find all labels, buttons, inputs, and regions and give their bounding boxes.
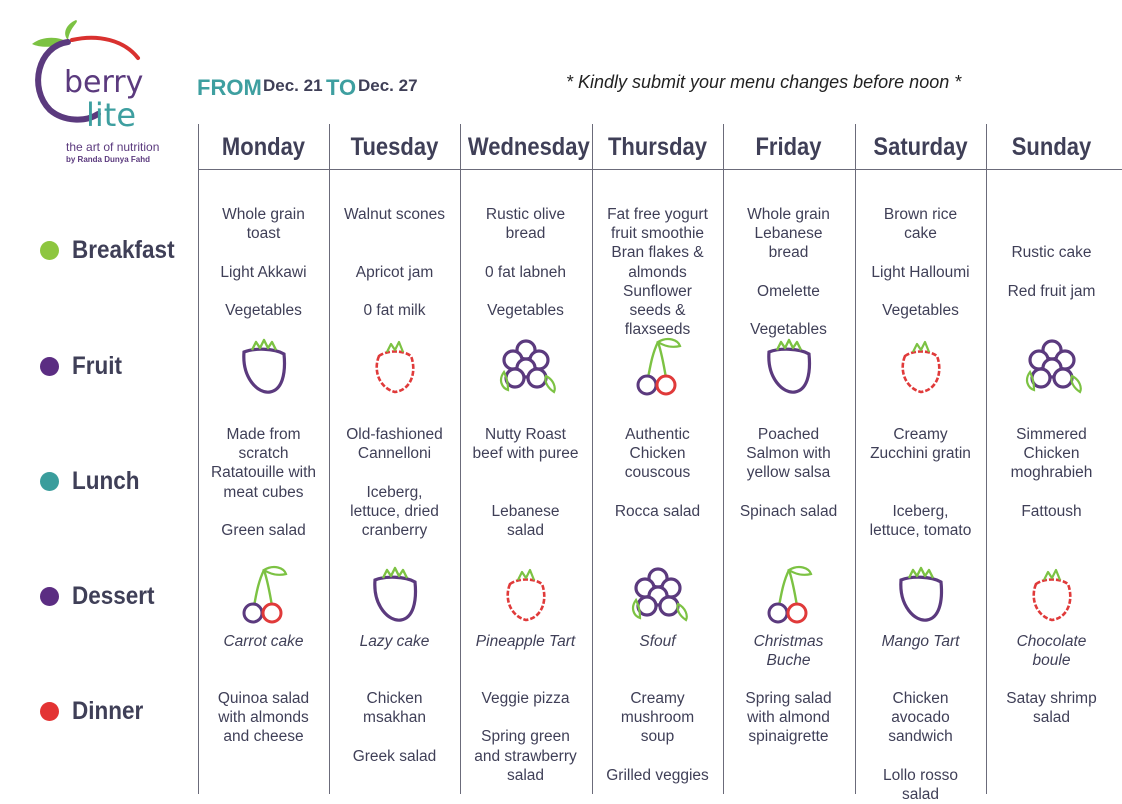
- menu-item-line: Nutty Roast: [485, 426, 566, 443]
- menu-item-line: Lebanese: [754, 225, 823, 243]
- menu-item-line: Spring green: [481, 728, 570, 746]
- menu-item-line: 0 fat labneh: [484, 263, 566, 281]
- menu-item-line: Chicken: [1023, 445, 1080, 463]
- line-spacer: [329, 727, 460, 746]
- menu-item-line: Fat free yogurt: [607, 206, 708, 223]
- day-header-wednesday: Wednesday: [467, 133, 590, 161]
- line-spacer: [855, 463, 986, 482]
- menu-item-line: Creamy: [893, 426, 948, 443]
- line-spacer: [460, 282, 591, 301]
- menu-item-line: Vegetables: [882, 301, 959, 319]
- cherries-icon: [759, 564, 819, 626]
- cherries-icon: [628, 336, 688, 398]
- menu-item-line: seeds &: [629, 302, 686, 320]
- menu-item-line: salad: [506, 766, 545, 784]
- menu-item-line: Cannelloni: [357, 445, 432, 463]
- lunch-cell-friday: [723, 425, 854, 521]
- line-spacer: [855, 747, 986, 766]
- menu-item-line: toast: [246, 225, 281, 243]
- line-spacer: [723, 483, 854, 502]
- menu-item-line: with almonds: [218, 709, 309, 727]
- dessert-cell-sunday: [986, 632, 1117, 670]
- meal-label-dinner: [40, 697, 151, 726]
- dessert-cell-thursday: [592, 632, 723, 651]
- menu-item-line: Iceberg,: [892, 502, 949, 520]
- dinner-cell-monday: [198, 689, 329, 747]
- day-header-monday: Monday: [221, 133, 306, 161]
- dessert-cell-tuesday: [329, 632, 460, 651]
- menu-item-line: couscous: [624, 464, 691, 482]
- berry-lite-logo-mark: [28, 18, 168, 138]
- line-spacer: [329, 282, 460, 301]
- menu-item-line: Satay shrimp: [1006, 690, 1097, 707]
- menu-item-line: Brown rice: [883, 206, 958, 223]
- menu-item-line: Pineapple Tart: [475, 633, 576, 650]
- menu-item-line: Ratatouille with: [210, 464, 317, 482]
- brand-byline: by Randa Dunya Fahd: [66, 155, 151, 164]
- menu-item-line: cranberry: [361, 522, 428, 539]
- menu-item-line: bread: [768, 244, 809, 262]
- menu-item-line: spinaigrette: [748, 728, 829, 746]
- header-divider: [198, 169, 1122, 170]
- line-spacer: [460, 708, 591, 727]
- dessert-dot-icon: [40, 587, 59, 606]
- lunch-cell-wednesday: [460, 425, 591, 540]
- line-spacer: [855, 483, 986, 502]
- breakfast-cell-wednesday: [460, 205, 591, 320]
- menu-item-line: Bran flakes &: [611, 244, 704, 262]
- menu-item-line: Light Akkawi: [220, 263, 307, 281]
- menu-item-line: salad: [901, 786, 940, 803]
- line-spacer: [460, 463, 591, 482]
- lunch-cell-sunday: [986, 425, 1117, 521]
- day-header-friday: Friday: [755, 133, 822, 161]
- menu-item-line: Iceberg,: [366, 483, 423, 501]
- menu-item-line: almonds: [628, 263, 687, 281]
- menu-item-line: salad: [506, 521, 545, 539]
- menu-item-line: Lazy cake: [359, 633, 430, 650]
- menu-item-line: flaxseeds: [624, 321, 691, 339]
- lunch-cell-monday: [198, 425, 329, 540]
- menu-item-line: Old-fashioned: [346, 426, 443, 443]
- raspberry-icon: [365, 336, 425, 398]
- blueberries-icon: [1022, 336, 1082, 398]
- brand-tagline: the art of nutrition: [66, 140, 160, 154]
- fig-icon: [759, 336, 819, 398]
- menu-item-line: Rustic cake: [1011, 244, 1092, 262]
- svg-text:lite: lite: [86, 96, 137, 134]
- meal-name: Breakfast: [72, 236, 175, 264]
- menu-item-line: Vegetables: [750, 321, 827, 339]
- menu-item-line: cake: [904, 225, 937, 243]
- from-label: FROM: [197, 75, 262, 100]
- menu-item-line: mushroom: [620, 709, 695, 727]
- menu-item-line: Chicken: [892, 690, 949, 707]
- fig-icon: [234, 336, 294, 398]
- menu-item-line: Quinoa salad: [217, 690, 310, 707]
- menu-item-line: Vegetables: [225, 301, 302, 319]
- menu-item-line: Lollo rosso: [883, 766, 958, 784]
- meal-name: Lunch: [72, 467, 140, 495]
- line-spacer: [723, 301, 854, 320]
- line-spacer: [855, 282, 986, 301]
- dinner-dot-icon: [40, 702, 59, 721]
- raspberry-icon: [891, 336, 951, 398]
- menu-change-notice: * Kindly submit your menu changes before noon *: [566, 72, 962, 92]
- menu-item-line: lettuce, dried: [350, 502, 439, 520]
- lunch-cell-saturday: [855, 425, 986, 540]
- meal-label-dessert: [40, 582, 164, 611]
- menu-item-line: Red fruit jam: [1007, 282, 1096, 300]
- line-spacer: [592, 747, 723, 766]
- menu-item-line: moghrabieh: [1010, 464, 1093, 482]
- menu-item-line: Christmas: [753, 633, 824, 650]
- line-spacer: [986, 224, 1117, 243]
- dessert-cell-saturday: [855, 632, 986, 651]
- day-header-saturday: Saturday: [873, 133, 968, 161]
- line-spacer: [198, 243, 329, 262]
- dinner-cell-saturday: [855, 689, 986, 804]
- menu-item-line: Creamy: [630, 690, 685, 707]
- dinner-cell-sunday: [986, 689, 1117, 727]
- menu-item-line: Rustic olive: [485, 206, 566, 223]
- menu-item-line: Omelette: [757, 282, 820, 300]
- dinner-cell-friday: [723, 689, 854, 747]
- fig-icon: [891, 564, 951, 626]
- breakfast-cell-friday: [723, 205, 854, 339]
- line-spacer: [198, 282, 329, 301]
- dessert-cell-monday: [198, 632, 329, 651]
- line-spacer: [329, 243, 460, 262]
- line-spacer: [460, 483, 591, 502]
- line-spacer: [198, 502, 329, 521]
- menu-item-line: bread: [505, 225, 546, 243]
- menu-item-line: beef with puree: [472, 445, 579, 463]
- meal-name: Dinner: [72, 697, 144, 725]
- breakfast-cell-sunday: [986, 205, 1117, 301]
- day-header-tuesday: Tuesday: [350, 133, 439, 161]
- menu-item-line: Apricot jam: [355, 263, 434, 281]
- to-date: Dec. 27: [358, 76, 418, 95]
- dessert-cell-wednesday: [460, 632, 591, 651]
- dinner-cell-wednesday: [460, 689, 591, 785]
- menu-item-line: Carrot cake: [223, 633, 304, 650]
- menu-item-line: meat cubes: [223, 483, 304, 501]
- brand-logo: [28, 18, 168, 168]
- day-header-sunday: Sunday: [1011, 133, 1092, 161]
- line-spacer: [460, 243, 591, 262]
- cherries-icon: [234, 564, 294, 626]
- day-header-thursday: Thursday: [607, 133, 708, 161]
- dinner-cell-thursday: [592, 689, 723, 785]
- menu-item-line: Whole grain: [747, 206, 830, 223]
- menu-item-line: avocado: [891, 709, 950, 727]
- blueberries-icon: [496, 336, 556, 398]
- menu-item-line: Lebanese: [491, 502, 560, 520]
- menu-item-line: salad: [1032, 709, 1071, 727]
- menu-item-line: 0 fat milk: [363, 301, 426, 319]
- menu-item-line: lettuce, tomato: [869, 521, 972, 539]
- menu-item-line: Greek salad: [352, 747, 437, 765]
- dinner-cell-tuesday: [329, 689, 460, 766]
- menu-item-line: Authentic: [625, 426, 690, 443]
- menu-item-line: with almond: [747, 709, 830, 727]
- lunch-dot-icon: [40, 472, 59, 491]
- line-spacer: [986, 483, 1117, 502]
- line-spacer: [592, 483, 723, 502]
- breakfast-dot-icon: [40, 241, 59, 260]
- meal-label-breakfast: [40, 236, 186, 265]
- menu-item-line: soup: [640, 728, 675, 746]
- line-spacer: [723, 263, 854, 282]
- from-date: Dec. 21: [263, 76, 323, 95]
- breakfast-cell-monday: [198, 205, 329, 320]
- menu-item-line: Whole grain: [222, 206, 305, 223]
- menu-item-line: Chocolate: [1016, 633, 1087, 650]
- meal-name: Dessert: [72, 582, 155, 610]
- breakfast-cell-thursday: [592, 205, 723, 339]
- menu-item-line: and cheese: [223, 728, 304, 746]
- menu-item-line: Salmon with: [746, 445, 831, 463]
- menu-item-line: Chicken: [629, 445, 686, 463]
- menu-item-line: Green salad: [221, 522, 306, 539]
- line-spacer: [855, 243, 986, 262]
- menu-item-line: and strawberry: [474, 747, 577, 765]
- breakfast-cell-tuesday: [329, 205, 460, 320]
- menu-item-line: Grilled veggies: [606, 766, 709, 784]
- menu-item-line: yellow salsa: [746, 464, 831, 482]
- meal-name: Fruit: [72, 352, 122, 380]
- menu-item-line: Simmered: [1016, 426, 1087, 443]
- blueberries-icon: [628, 564, 688, 626]
- menu-item-line: Spring salad: [745, 690, 832, 707]
- menu-item-line: Poached: [757, 426, 820, 443]
- menu-item-line: msakhan: [363, 709, 426, 727]
- menu-item-line: Spinach salad: [739, 502, 838, 520]
- meal-label-lunch: [40, 467, 147, 496]
- meal-label-fruit: [40, 352, 128, 381]
- raspberry-icon: [496, 564, 556, 626]
- menu-item-line: sandwich: [888, 728, 953, 746]
- line-spacer: [986, 263, 1117, 282]
- line-spacer: [329, 463, 460, 482]
- line-spacer: [329, 224, 460, 243]
- menu-item-line: fruit smoothie: [610, 225, 705, 243]
- menu-item-line: Mango Tart: [881, 633, 960, 650]
- menu-item-line: Veggie pizza: [481, 690, 570, 707]
- menu-item-line: boule: [1032, 652, 1071, 670]
- menu-item-line: Buche: [766, 652, 811, 670]
- menu-item-line: Vegetables: [487, 301, 564, 319]
- dessert-cell-friday: [723, 632, 854, 670]
- svg-text:berry: berry: [64, 65, 144, 100]
- lunch-cell-thursday: [592, 425, 723, 521]
- breakfast-cell-saturday: [855, 205, 986, 320]
- menu-item-line: Zucchini gratin: [870, 445, 971, 463]
- menu-item-line: Fattoush: [1021, 502, 1082, 520]
- menu-item-line: Made from: [226, 426, 301, 443]
- lunch-cell-tuesday: [329, 425, 460, 540]
- menu-item-line: scratch: [238, 445, 289, 463]
- menu-item-line: Chicken: [366, 690, 423, 707]
- fig-icon: [365, 564, 425, 626]
- menu-item-line: Light Halloumi: [871, 263, 970, 281]
- menu-item-line: Walnut scones: [343, 206, 446, 223]
- menu-item-line: Sunflower: [623, 282, 692, 300]
- fruit-dot-icon: [40, 357, 59, 376]
- line-spacer: [986, 205, 1117, 224]
- raspberry-icon: [1022, 564, 1082, 626]
- to-label: TO: [326, 75, 357, 100]
- menu-item-line: Sfouf: [639, 633, 676, 650]
- menu-item-line: Rocca salad: [614, 502, 701, 520]
